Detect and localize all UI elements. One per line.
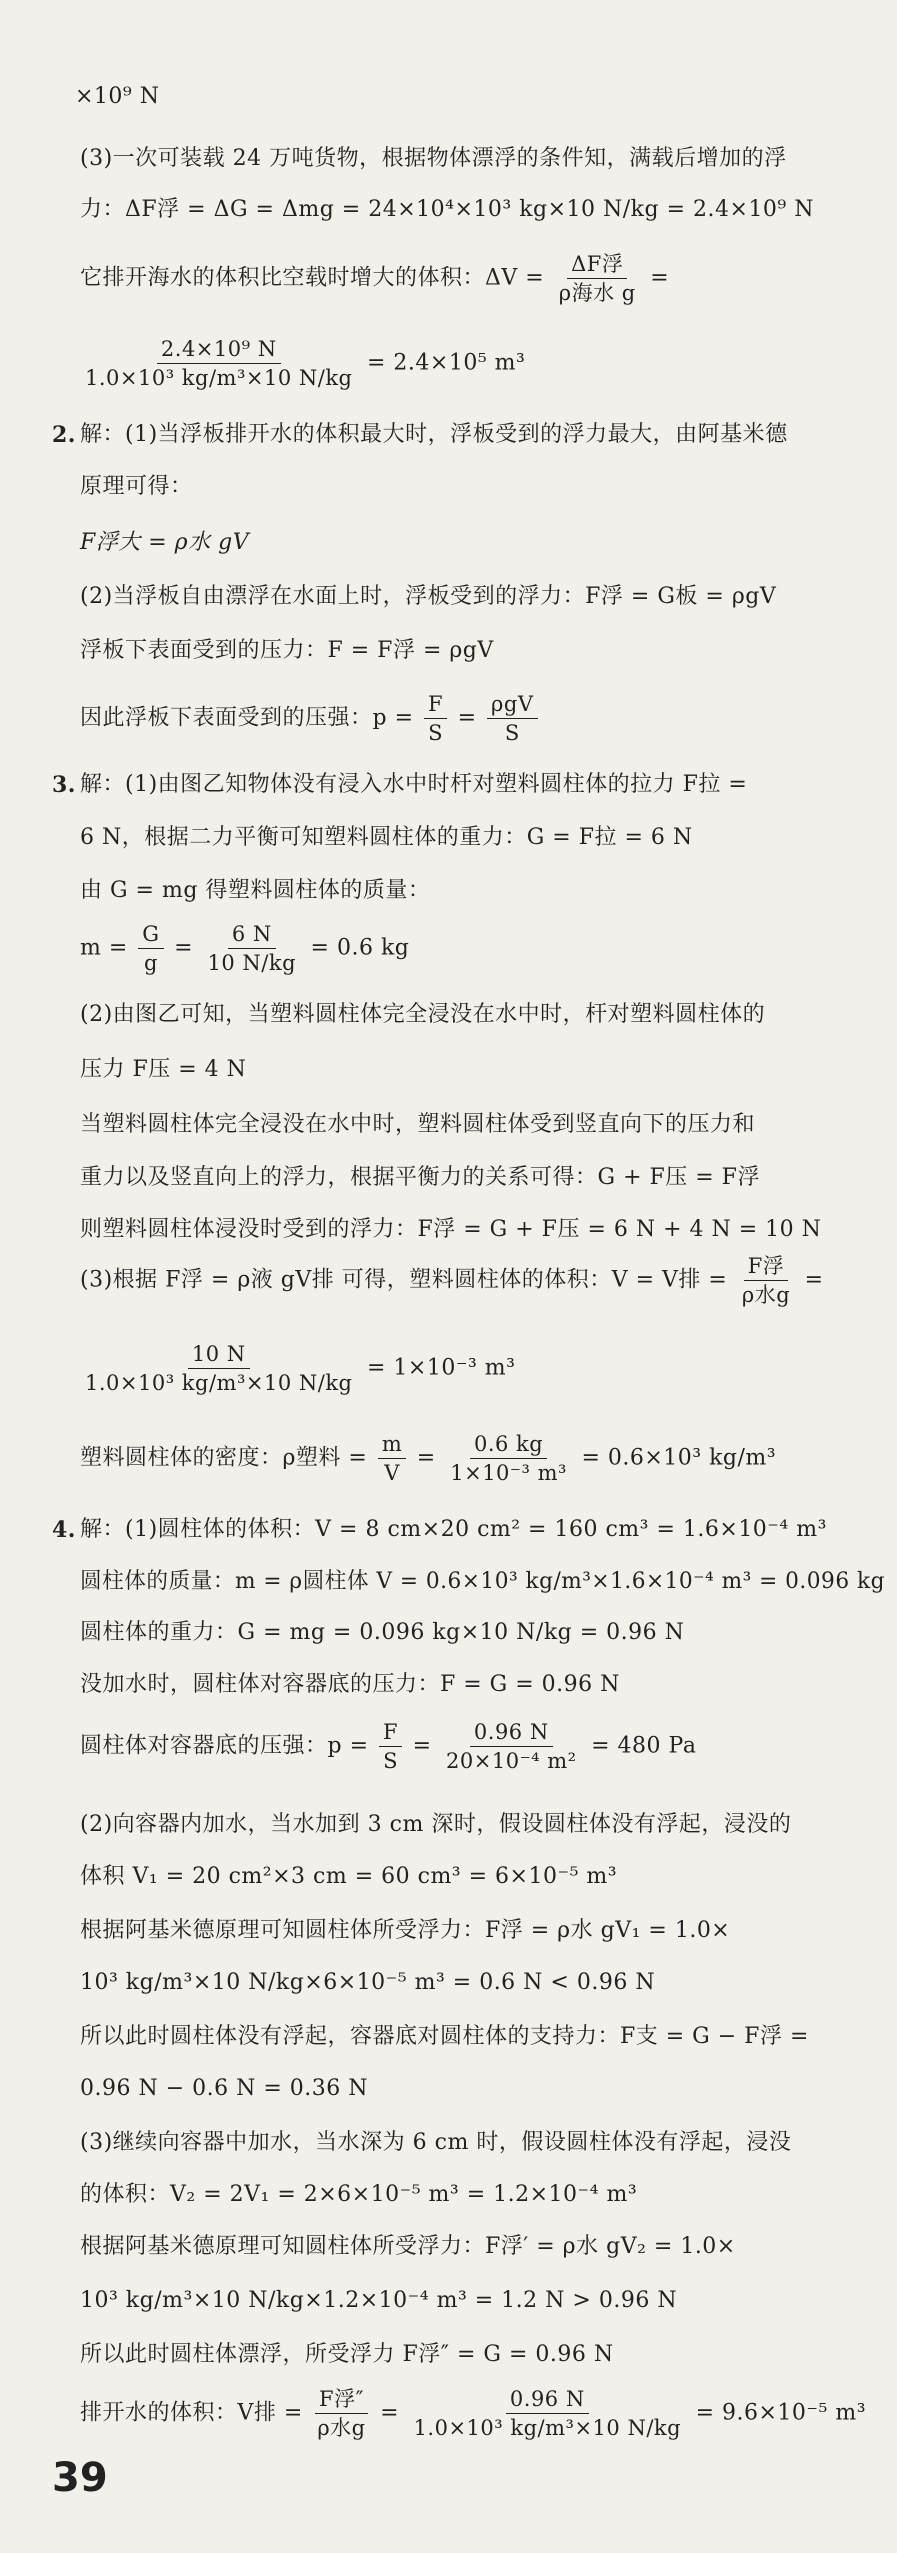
fraction: $\frac{\text{2.4×10⁹ N}}{\text{1.0×10³ kg/m³×10 N/kg}}$ bbox=[85, 337, 353, 390]
fraction: $\frac{\text{ρgV}}{S}$ bbox=[487, 690, 537, 747]
problem-number: 2. bbox=[52, 422, 76, 448]
fraction: $\frac{F}{S}$ bbox=[379, 1718, 402, 1775]
text-line: (3)继续向容器中加水，当水深为 6 cm 时，假设圆柱体没有浮起，浸没 bbox=[80, 2130, 792, 2155]
formula-line: 塑料圆柱体的密度：ρ塑料 = $\frac{m}{V}$ = $\frac{0.6 kg}{\text{1×10⁻³ m³}}$ = 0.6×10³ kg/m³ bbox=[80, 1432, 777, 1485]
page-number: 39 bbox=[52, 2455, 108, 2501]
text-line: 解：(1)圆柱体的体积：V = 8 cm×20 cm² = 160 cm³ = 1.6×10⁻⁴ m³ bbox=[80, 1517, 827, 1542]
fraction: $\frac{F}{S}$ bbox=[424, 690, 447, 747]
text-line: 10³ kg/m³×10 N/kg×6×10⁻⁵ m³ = 0.6 N < 0.96 N bbox=[80, 1970, 656, 1995]
text-line: ×10⁹ N bbox=[75, 84, 160, 109]
text-line: 6 N，根据二力平衡可知塑料圆柱体的重力：G = F拉 = 6 N bbox=[80, 825, 693, 850]
text-line: 当塑料圆柱体完全浸没在水中时，塑料圆柱体受到竖直向下的压力和 bbox=[80, 1112, 756, 1137]
formula-line: $\frac{\text{2.4×10⁹ N}}{\text{1.0×10³ kg/m³×10 N/kg}}$ = 2.4×10⁵ m³ bbox=[78, 335, 525, 392]
formula-line: F浮大 = ρ水 gV bbox=[80, 530, 250, 555]
text-line: 圆柱体的质量：m = ρ圆柱体 V = 0.6×10³ kg/m³×1.6×10⁻⁴ m³ = 0.096 kg bbox=[80, 1569, 885, 1594]
text-line: (2)由图乙可知，当塑料圆柱体完全浸没在水中时，杆对塑料圆柱体的 bbox=[80, 1002, 766, 1027]
text-line: 解：(1)当浮板排开水的体积最大时，浮板受到的浮力最大，由阿基米德 bbox=[80, 422, 788, 447]
text-line: 重力以及竖直向上的浮力，根据平衡力的关系可得：G + F压 = F浮 bbox=[80, 1165, 760, 1190]
text-line: 没加水时，圆柱体对容器底的压力：F = G = 0.96 N bbox=[80, 1672, 620, 1697]
text-line: 根据阿基米德原理可知圆柱体所受浮力：F浮′ = ρ水 gV₂ = 1.0× bbox=[80, 2234, 736, 2259]
fraction: $\frac{10 N}{\text{1.0×10³ kg/m³×10 N/kg}}$ bbox=[85, 1342, 353, 1395]
text-line: 由 G = mg 得塑料圆柱体的质量： bbox=[80, 878, 431, 903]
text-line: 的体积：V₂ = 2V₁ = 2×6×10⁻⁵ m³ = 1.2×10⁻⁴ m³ bbox=[80, 2182, 638, 2207]
formula-line: 它排开海水的体积比空载时增大的体积：ΔV = $\frac{\text{ΔF浮}}{\text{ρ海水 g}}$ = bbox=[80, 252, 670, 305]
text-line: 力：ΔF浮 = ΔG = Δmg = 24×10⁴×10³ kg×10 N/kg = 2.4×10⁹ N bbox=[80, 197, 814, 222]
fraction: $\frac{m}{V}$ bbox=[378, 1430, 406, 1487]
formula-line: $\frac{10 N}{\text{1.0×10³ kg/m³×10 N/kg}}$ = 1×10⁻³ m³ bbox=[78, 1340, 515, 1397]
text-line: 原理可得： bbox=[80, 474, 193, 499]
text-line: (2)向容器内加水，当水加到 3 cm 深时，假设圆柱体没有浮起，浸没的 bbox=[80, 1812, 792, 1837]
text-line: 所以此时圆柱体没有浮起，容器底对圆柱体的支持力：F支 = G − F浮 = bbox=[80, 2024, 809, 2049]
text-line: 根据阿基米德原理可知圆柱体所受浮力：F浮 = ρ水 gV₁ = 1.0× bbox=[80, 1918, 731, 1943]
fraction: $\frac{\text{ΔF浮}}{\text{ρ海水 g}}$ bbox=[558, 252, 636, 305]
problem-number: 3. bbox=[52, 772, 76, 798]
formula-line: 因此浮板下表面受到的压强：p = $\frac{F}{S}$ = $\frac{\text{ρgV}}{S}$ bbox=[80, 690, 541, 747]
fraction: $\frac{0.96 N}{\text{1.0×10³ kg/m³×10 N/kg}}$ bbox=[413, 2387, 682, 2440]
fraction: $\frac{0.96 N}{\text{20×10⁻⁴ m²}}$ bbox=[446, 1720, 577, 1773]
text-line: 0.96 N − 0.6 N = 0.36 N bbox=[80, 2076, 369, 2101]
text-line: (2)当浮板自由漂浮在水面上时，浮板受到的浮力：F浮 = G板 = ρgV bbox=[80, 584, 777, 609]
text-line: 压力 F压 = 4 N bbox=[80, 1057, 247, 1082]
text-line: (3)一次可装载 24 万吨货物，根据物体漂浮的条件知，满载后增加的浮 bbox=[80, 146, 787, 171]
fraction: $\frac{6 N}{10 N/kg}$ bbox=[207, 922, 297, 975]
text-line: 体积 V₁ = 20 cm²×3 cm = 60 cm³ = 6×10⁻⁵ m³ bbox=[80, 1864, 618, 1889]
formula-line: (3)根据 F浮 = ρ液 gV排 可得，塑料圆柱体的体积：V = V排 = $\frac{\text{F浮}}{\text{ρ水g}}$ = bbox=[80, 1254, 824, 1307]
text-line: 解：(1)由图乙知物体没有浸入水中时杆对塑料圆柱体的拉力 F拉 = bbox=[80, 772, 748, 797]
text-line: 圆柱体的重力：G = mg = 0.096 kg×10 N/kg = 0.96 N bbox=[80, 1620, 685, 1645]
fraction: $\frac{0.6 kg}{\text{1×10⁻³ m³}}$ bbox=[450, 1432, 567, 1485]
fraction: $\frac{G}{g}$ bbox=[138, 920, 163, 977]
formula-line: 排开水的体积：V排 = $\frac{\text{F浮″}}{\text{ρ水g}}$ = $\frac{0.96 N}{\text{1.0×10³ kg/m³×10 N/kg}}$ = 9.6×10⁻⁵ m³ bbox=[80, 2387, 867, 2440]
text-line: 所以此时圆柱体漂浮，所受浮力 F浮″ = G = 0.96 N bbox=[80, 2342, 614, 2367]
text-line: 则塑料圆柱体浸没时受到的浮力：F浮 = G + F压 = 6 N + 4 N = 10 N bbox=[80, 1217, 822, 1242]
formula-line: m = $\frac{G}{g}$ = $\frac{6 N}{10 N/kg}$ = 0.6 kg bbox=[80, 922, 410, 975]
text-line: 10³ kg/m³×10 N/kg×1.2×10⁻⁴ m³ = 1.2 N > 0.96 N bbox=[80, 2288, 678, 2313]
fraction: $\frac{\text{F浮″}}{\text{ρ水g}}$ bbox=[313, 2385, 369, 2442]
problem-number: 4. bbox=[52, 1517, 76, 1543]
formula-line: 圆柱体对容器底的压强：p = $\frac{F}{S}$ = $\frac{0.96 N}{\text{20×10⁻⁴ m²}}$ = 480 Pa bbox=[80, 1720, 697, 1773]
text-line: 浮板下表面受到的压力：F = F浮 = ρgV bbox=[80, 638, 494, 663]
fraction: $\frac{\text{F浮}}{\text{ρ水g}}$ bbox=[741, 1254, 791, 1307]
